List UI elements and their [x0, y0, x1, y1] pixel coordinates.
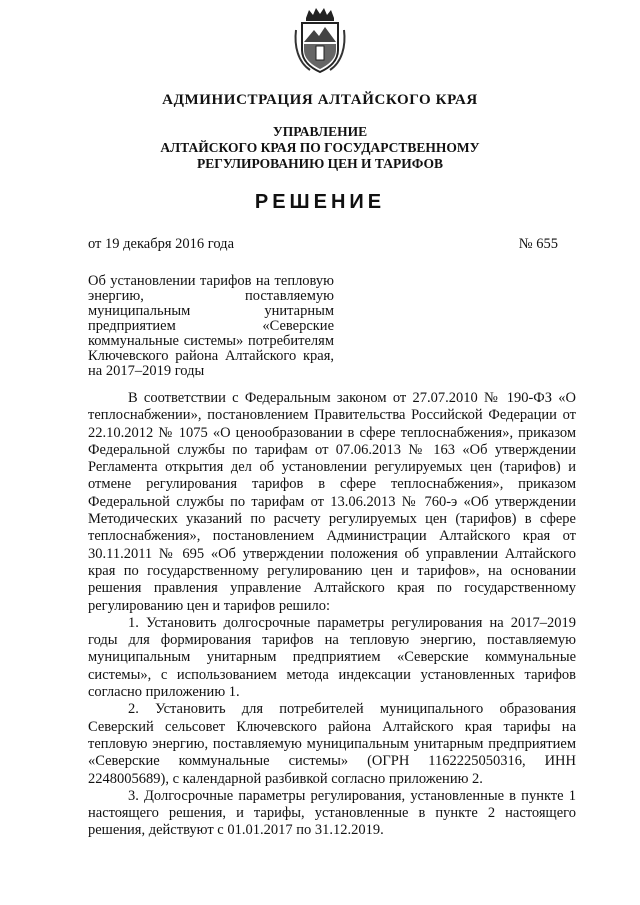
altai-krai-coat-of-arms-icon: [292, 6, 348, 74]
decision-number: № 655: [518, 236, 558, 252]
decision-item: 3. Долгосрочные параметры регулирования, установленные в пункте 1 настоящего решения, и тарифы, установленные в пункте 2 настоящего решения, действуют с 01.01.2017 по 31.12.2019.: [88, 787, 576, 839]
preamble-paragraph: В соответствии с Федеральным законом от 27.07.2010 № 190-ФЗ «О теплоснабжении», постановлением Правительства Российской Федерации от 22.10.2012 № 1075 «О ценообразовании в сфере теплоснабжения», приказом Федеральной службы по тарифам от 07.06.2013 № 163 «Об утверждении Регламента открытия дел об установлении регулируемых цен (тарифов) и отмене регулирования тарифов в сфере теплоснабжения», приказом Федеральной службы по тарифам от 13.06.2013 № 760-э «Об утверждении Методических указаний по расчету регулируемых цен (тарифов) в сфере теплоснабжения», постановлением Администрации Алтайского края от 30.11.2011 № 695 «Об утверждении положения об управлении Алтайского края по государственному регулированию цен и тарифов», на основании решения правления управление Алтайского края по государственному регулированию цен и тарифов решило:: [88, 390, 576, 614]
decision-item: 2. Установить для потребителей муниципального образования Северский сельсовет Ключевского района Алтайского края тарифы на тепловую энергию, поставляемую муниципальным унитарным предприятием «Северские коммунальные системы» (ОГРН 1162225050316, ИНН 2248005689), с календарной разбивкой согласно приложению 2.: [88, 701, 576, 787]
decision-item: 1. Установить долгосрочные параметры регулирования на 2017–2019 годы для формирования тарифов на тепловую энергию, поставляемую муниципальным унитарным предприятием «Северские коммунальные системы», с использованием метода индексации установленных тарифов согласно приложению 1.: [88, 614, 576, 701]
department-title: [0, 124, 640, 172]
decision-subject: Об установлении тарифов на тепловую энергию, поставляемую муниципальным унитарным предприятием «Северские коммунальные системы» потребителям Ключевского района Алтайского края, на 2017–2019 годы: [88, 273, 334, 379]
department-line: АЛТАЙСКОГО КРАЯ ПО ГОСУДАРСТВЕННОМУ: [160, 140, 480, 155]
decision-date: от 19 декабря 2016 года: [88, 236, 234, 252]
document-type-title: РЕШЕНИЕ: [254, 191, 386, 213]
administration-title: АДМИНИСТРАЦИЯ АЛТАЙСКОГО КРАЯ: [162, 92, 478, 108]
department-line: РЕГУЛИРОВАНИЮ ЦЕН И ТАРИФОВ: [196, 156, 444, 171]
decision-body: [88, 390, 576, 840]
department-line: УПРАВЛЕНИЕ: [272, 124, 368, 139]
